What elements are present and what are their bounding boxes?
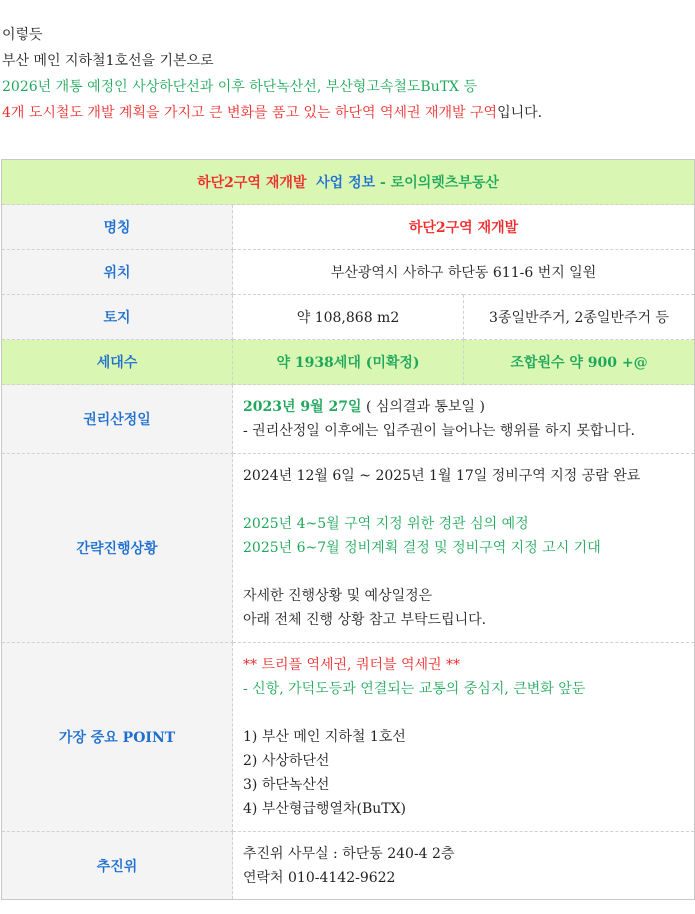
table-row-progress: [2, 454, 695, 643]
header-project-name: 하단2구역 재개발: [197, 175, 307, 191]
intro-line-1: 이렇듯: [2, 27, 43, 43]
rights-date-warning: - 권리산정일 이후에는 입주권이 늘어나는 행위를 하지 못합니다.: [243, 423, 635, 439]
rights-date-note: ( 심의결과 통보일 ): [361, 399, 485, 415]
table-row-households: [2, 340, 695, 385]
progress-label: 간략진행상황: [2, 454, 233, 643]
land-area: 약 108,868 m2: [233, 295, 464, 340]
point-item: 4) 부산형급행열차(BuTX): [243, 801, 407, 817]
table-row-rights-date: [2, 385, 695, 454]
households-count: 약 1938세대 (미확정): [233, 340, 464, 385]
progress-line-4: 자세한 진행상황 및 예상일정은: [243, 588, 433, 604]
committee-cell: [233, 832, 695, 900]
progress-line-2: 2025년 4~5월 구역 지정 위한 경관 심의 예정: [243, 516, 529, 532]
intro-line-4: [2, 100, 542, 126]
households-label: 세대수: [2, 340, 233, 385]
members-count: 조합원수 약 900 +@: [464, 340, 695, 385]
point-item: 2) 사상하단선: [243, 753, 330, 769]
intro-text: [2, 22, 542, 126]
rights-date-value: 2023년 9월 27일: [243, 399, 362, 415]
point-cell: [233, 643, 695, 832]
rights-date-cell: [233, 385, 695, 454]
header-source: - 로이의렛츠부동산: [380, 175, 499, 191]
name-label: 명칭: [2, 205, 233, 250]
progress-line-3: 2025년 6~7월 정비계획 결정 및 정비구역 지정 고시 기대: [243, 540, 601, 556]
intro-line-3: 2026년 개통 예정인 사상하단선과 이후 하단녹산선, 부산형고속철도BuTX 등: [2, 79, 477, 95]
point-label: 가장 중요 POINT: [2, 643, 233, 832]
committee-office: 추진위 사무실 : 하단동 240-4 2층: [243, 845, 455, 862]
intro-line-4-tail: 입니다.: [497, 105, 543, 121]
table-row-land: [2, 295, 695, 340]
name-value: 하단2구역 재개발: [233, 205, 695, 250]
location-label: 위치: [2, 250, 233, 295]
progress-cell: [233, 454, 695, 643]
table-row-committee: [2, 832, 695, 900]
progress-line-5: 아래 전체 진행 상황 참고 부탁드립니다.: [243, 612, 487, 628]
table-row-point: [2, 643, 695, 832]
intro-line-2: 부산 메인 지하철1호선을 기본으로: [2, 53, 214, 69]
table-header: [2, 160, 695, 205]
point-line-2: - 신항, 가덕도등과 연결되는 교통의 중심지, 큰변화 앞둔: [243, 681, 586, 697]
point-item: 1) 부산 메인 지하철 1호선: [243, 729, 406, 745]
rights-date-label: 권리산정일: [2, 385, 233, 454]
point-line-1: ** 트리플 역세권, 쿼터블 역세권 **: [243, 657, 460, 673]
location-value: 부산광역시 사하구 하단동 611-6 번지 일원: [233, 250, 695, 295]
table-header-row: [2, 160, 695, 205]
intro-line-4-highlight: 4개 도시철도 개발 계획을 가지고 큰 변화를 품고 있는 하단역 역세권 재개발 구역: [2, 105, 498, 121]
committee-label: 추진위: [2, 832, 233, 900]
land-label: 토지: [2, 295, 233, 340]
land-zone: 3종일반주거, 2종일반주거 등: [464, 295, 695, 340]
table-row-name: [2, 205, 695, 250]
progress-line-1: 2024년 12월 6일 ~ 2025년 1월 17일 정비구역 지정 공람 완료: [243, 468, 641, 484]
point-item: 3) 하단녹산선: [243, 777, 330, 793]
table-row-location: [2, 250, 695, 295]
header-business-info: 사업 정보: [316, 175, 376, 191]
committee-contact: 연락처 010-4142-9622: [243, 869, 396, 886]
project-info-table: [1, 159, 695, 900]
